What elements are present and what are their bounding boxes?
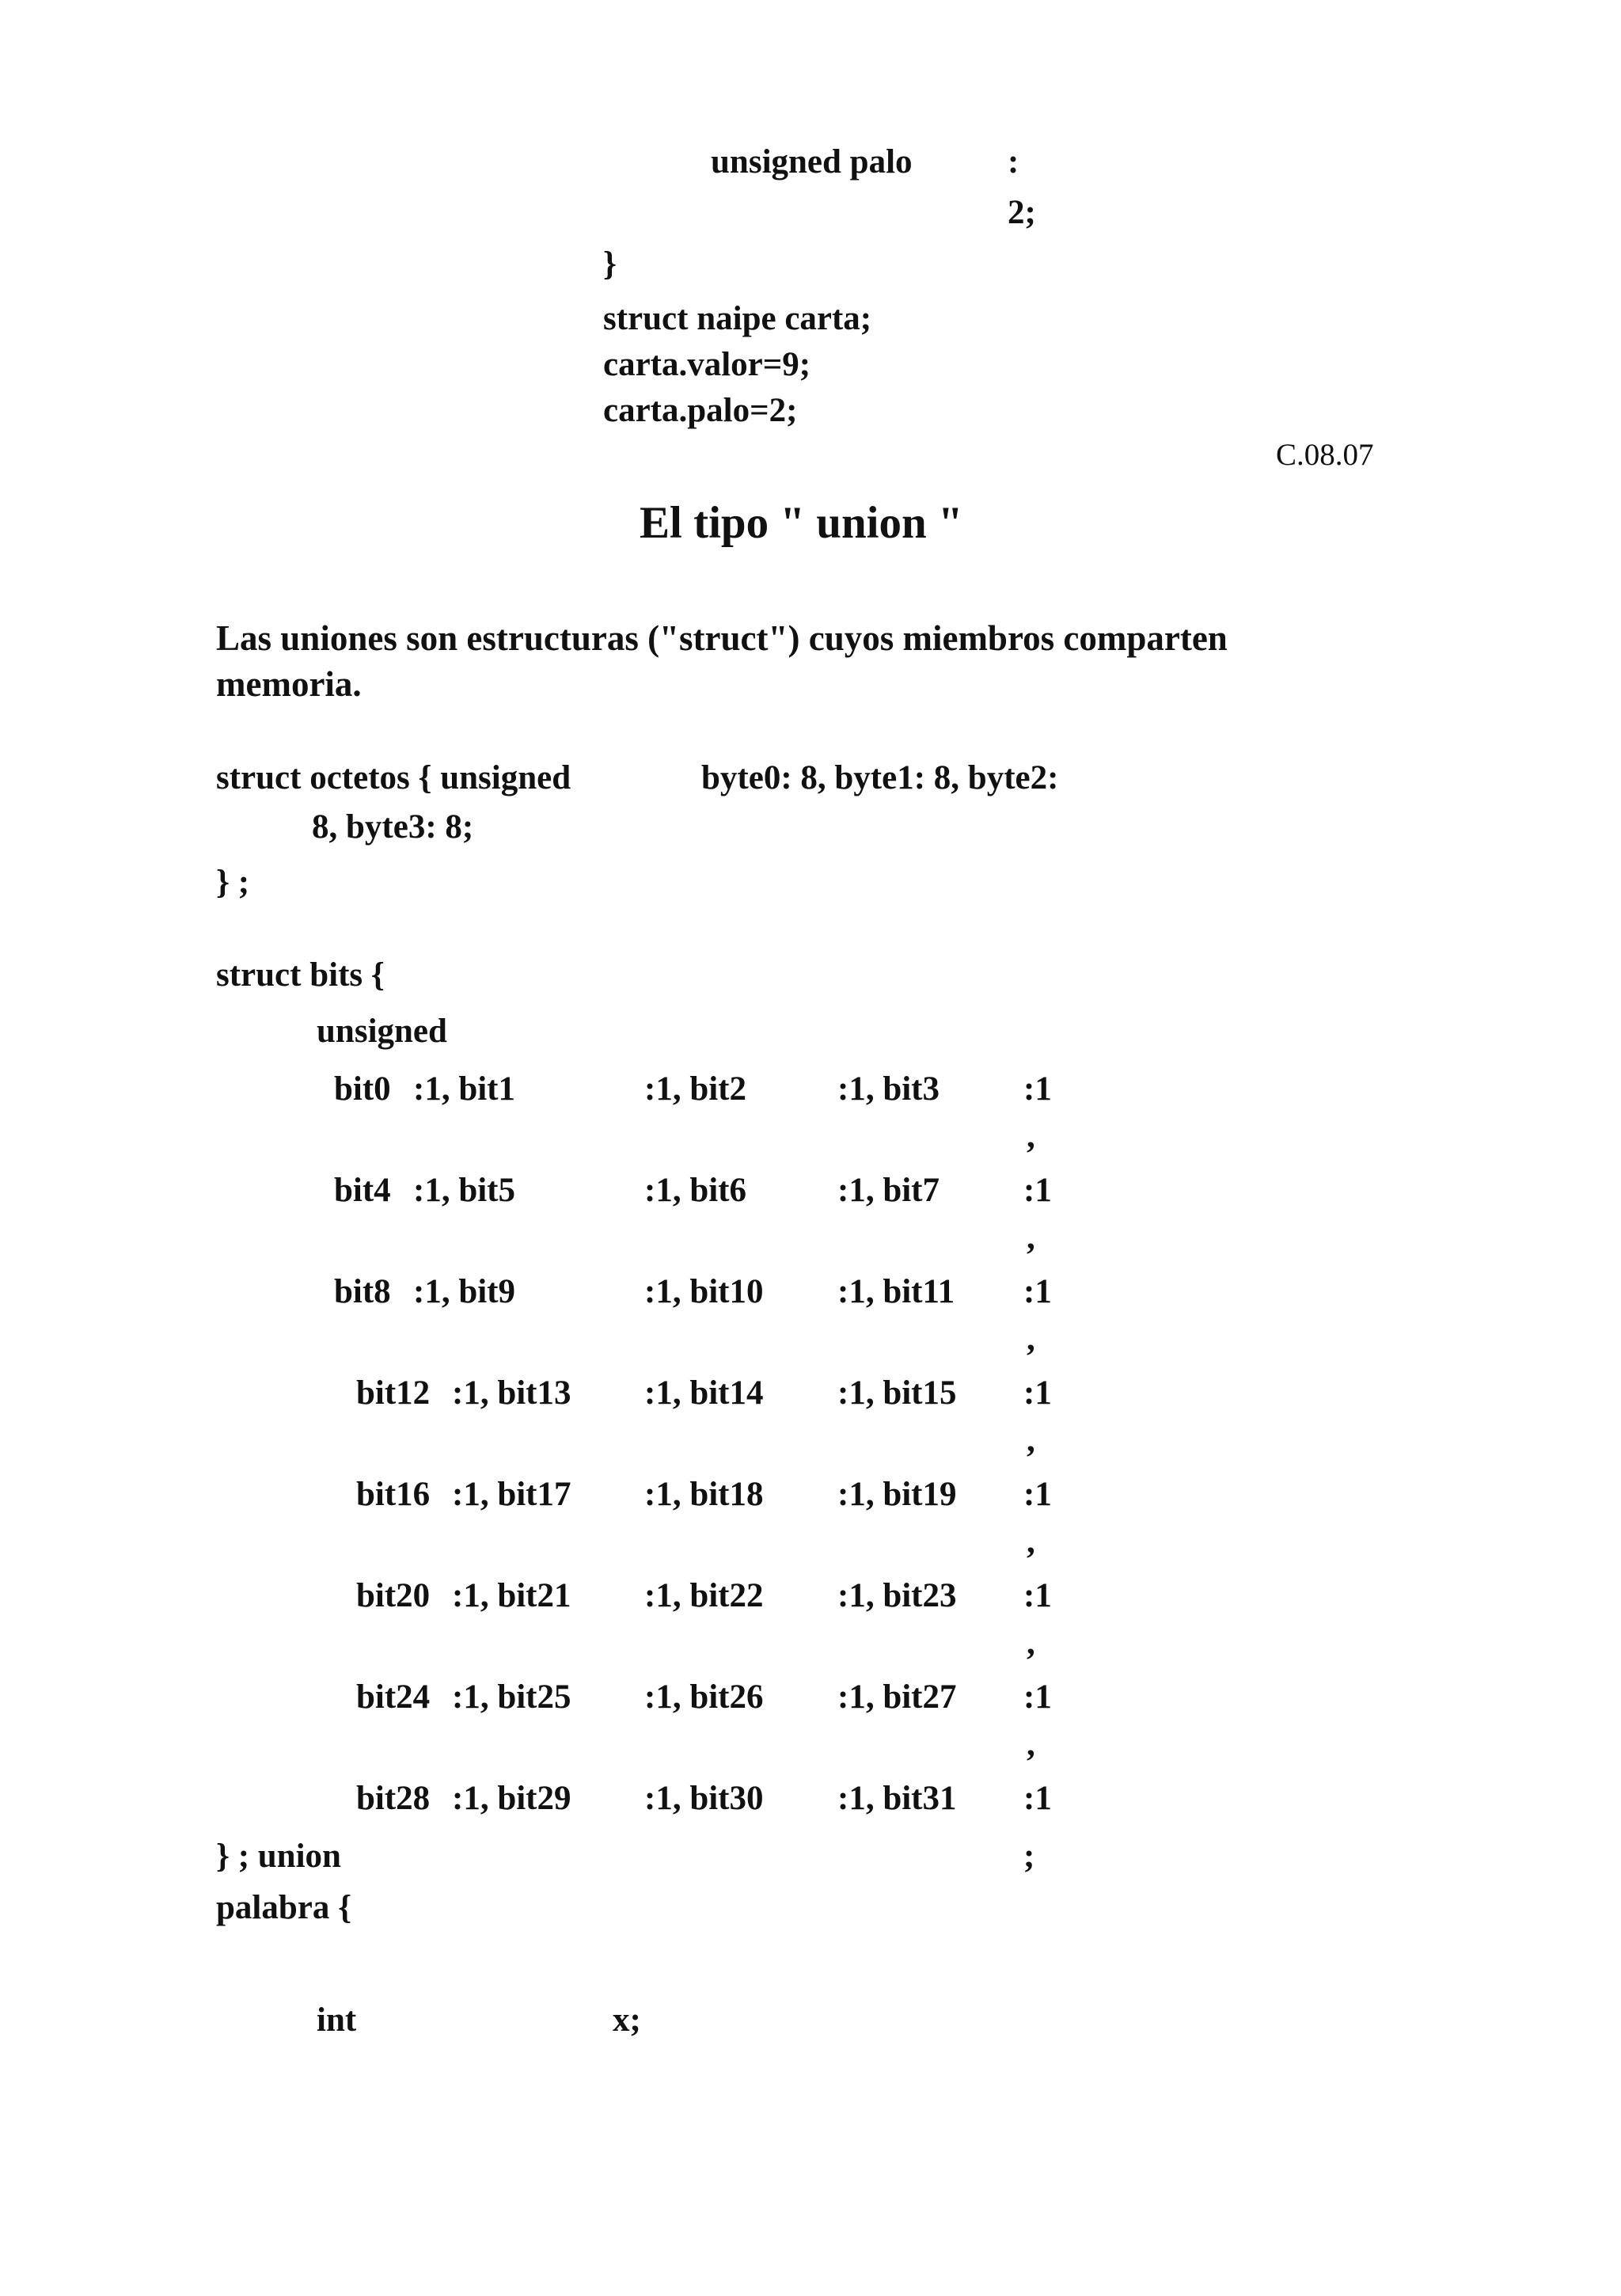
bits-row-4-col-1: :1, bit17 (452, 1476, 571, 1513)
bits-row-7-col-3: :1, bit31 (837, 1780, 957, 1817)
bits-row-3-col-4: :1 (1023, 1374, 1052, 1412)
code-struct-naipe: struct naipe carta; (603, 300, 872, 337)
bits-row-0-col-4: :1 (1023, 1070, 1052, 1108)
bits-row-0-col-1: :1, bit1 (413, 1070, 515, 1108)
intro-line-1: Las uniones son estructuras ("struct") cuyos miembros comparten (216, 618, 1228, 658)
bits-row-5-col-3: :1, bit23 (837, 1577, 957, 1614)
bits-row-3-col-3: :1, bit15 (837, 1374, 957, 1412)
bits-row-6-comma: , (1027, 1726, 1035, 1763)
code-carta-palo: carta.palo=2; (603, 392, 798, 429)
bits-row-4-comma: , (1027, 1523, 1035, 1560)
palabra-member-x: x; (613, 2001, 641, 2039)
bits-row-5-col-0: bit20 (356, 1577, 431, 1614)
code-value-two: 2; (1008, 194, 1036, 231)
bits-row-5-comma: , (1027, 1625, 1035, 1662)
page-id: C.08.07 (1276, 438, 1374, 472)
palabra-open: palabra { (216, 1889, 352, 1926)
bits-row-4-col-3: :1, bit19 (837, 1476, 957, 1513)
bits-row-4-col-2: :1, bit18 (644, 1476, 764, 1513)
bits-row-1-col-0: bit4 (334, 1172, 391, 1209)
bits-row-3-col-2: :1, bit14 (644, 1374, 764, 1412)
bits-row-7-col-0: bit28 (356, 1780, 431, 1817)
bits-row-6-col-0: bit24 (356, 1678, 431, 1716)
bits-row-3-col-0: bit12 (356, 1374, 431, 1412)
intro-line-2: memoria. (216, 664, 362, 704)
code-unsigned-palo: unsigned palo (711, 143, 913, 181)
bits-row-0-comma: , (1027, 1118, 1035, 1155)
bits-row-2-col-3: :1, bit11 (837, 1273, 955, 1310)
bits-semicolon: ; (1023, 1838, 1035, 1875)
bits-row-1-col-4: :1 (1023, 1172, 1052, 1209)
bits-row-2-col-4: :1 (1023, 1273, 1052, 1310)
bits-row-1-col-2: :1, bit6 (644, 1172, 746, 1209)
octetos-line-2: 8, byte3: 8; (312, 808, 474, 846)
bits-row-5-col-4: :1 (1023, 1577, 1052, 1614)
bits-header: struct bits { (216, 956, 385, 994)
page-title: El tipo " union " (640, 498, 963, 548)
bits-row-6-col-4: :1 (1023, 1678, 1052, 1716)
octetos-line-1a: struct octetos { unsigned (216, 759, 571, 796)
bits-row-7-col-4: :1 (1023, 1780, 1052, 1817)
octetos-close: } ; (216, 864, 250, 901)
bits-row-1-comma: , (1027, 1219, 1035, 1256)
bits-unsigned: unsigned (317, 1013, 447, 1050)
bits-row-5-col-1: :1, bit21 (452, 1577, 571, 1614)
bits-row-2-col-2: :1, bit10 (644, 1273, 764, 1310)
code-colon: : (1008, 143, 1019, 181)
bits-row-6-col-1: :1, bit25 (452, 1678, 571, 1716)
bits-row-0-col-0: bit0 (334, 1070, 391, 1108)
bits-row-5-col-2: :1, bit22 (644, 1577, 764, 1614)
code-close-brace: } (603, 245, 617, 283)
bits-row-2-col-0: bit8 (334, 1273, 391, 1310)
bits-row-0-col-2: :1, bit2 (644, 1070, 746, 1108)
union-declaration: } ; union (216, 1838, 341, 1875)
bits-row-1-col-1: :1, bit5 (413, 1172, 515, 1209)
bits-row-4-col-0: bit16 (356, 1476, 431, 1513)
bits-row-7-col-2: :1, bit30 (644, 1780, 764, 1817)
bits-row-2-comma: , (1027, 1321, 1035, 1358)
bits-row-3-col-1: :1, bit13 (452, 1374, 571, 1412)
palabra-int-type: int (317, 2001, 357, 2039)
bits-row-0-col-3: :1, bit3 (837, 1070, 940, 1108)
bits-row-6-col-3: :1, bit27 (837, 1678, 957, 1716)
octetos-line-1b: byte0: 8, byte1: 8, byte2: (701, 759, 1059, 796)
bits-row-3-comma: , (1027, 1422, 1035, 1459)
bits-row-7-col-1: :1, bit29 (452, 1780, 571, 1817)
bits-row-1-col-3: :1, bit7 (837, 1172, 940, 1209)
code-carta-valor: carta.valor=9; (603, 346, 811, 383)
bits-row-6-col-2: :1, bit26 (644, 1678, 764, 1716)
bits-row-2-col-1: :1, bit9 (413, 1273, 515, 1310)
bits-row-4-col-4: :1 (1023, 1476, 1052, 1513)
